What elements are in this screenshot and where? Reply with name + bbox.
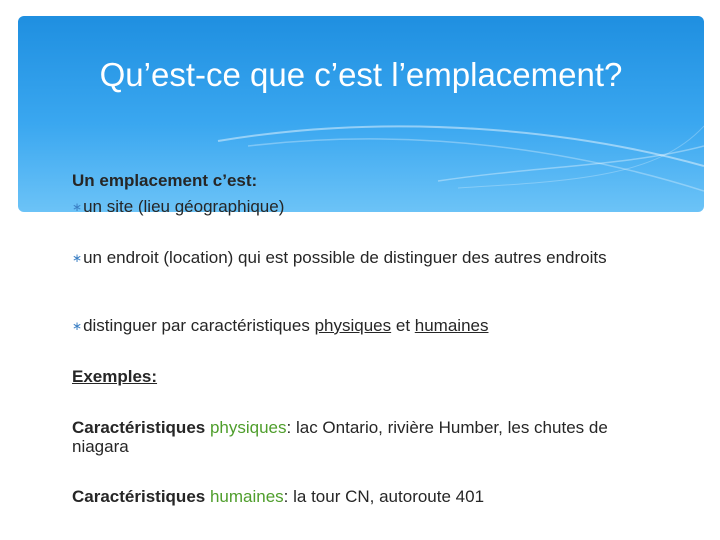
slide-title: Qu’est-ce que c’est l’emplacement? <box>99 56 623 93</box>
example-label: Caractéristiques <box>72 418 210 437</box>
bullet-item <box>72 248 642 269</box>
example-physical <box>72 418 642 456</box>
example-text: la tour CN, autoroute 401 <box>288 487 485 506</box>
bullet-text: distinguer par caractéristiques <box>83 316 315 335</box>
example-colon: : <box>283 487 289 506</box>
bullet-text: un endroit (location) qui est possible de distinguer des autres endroits <box>83 248 607 267</box>
bullet-icon: ∗ <box>72 200 83 214</box>
examples-heading: Exemples: <box>72 367 158 386</box>
example-human <box>72 487 642 506</box>
intro-heading: Un emplacement c’est: <box>72 171 258 190</box>
bullet-item <box>72 197 642 218</box>
keyword-physiques: physiques <box>209 418 287 437</box>
bullet-icon: ∗ <box>72 251 83 265</box>
physiques-underlined: physiques <box>314 316 392 335</box>
bullet-text: un site (lieu géographique) <box>83 197 285 216</box>
humaines-underlined: humaines <box>414 316 489 335</box>
example-text: lac Ontario, rivière Humber, les chutes de niagara <box>72 418 608 456</box>
bullet-item <box>72 316 642 337</box>
example-label: Caractéristiques <box>72 487 210 506</box>
bullet-icon: ∗ <box>72 319 83 333</box>
example-colon: : <box>286 418 292 437</box>
keyword-humaines: humaines <box>209 487 284 506</box>
bullet-text-middle: et <box>391 316 415 335</box>
